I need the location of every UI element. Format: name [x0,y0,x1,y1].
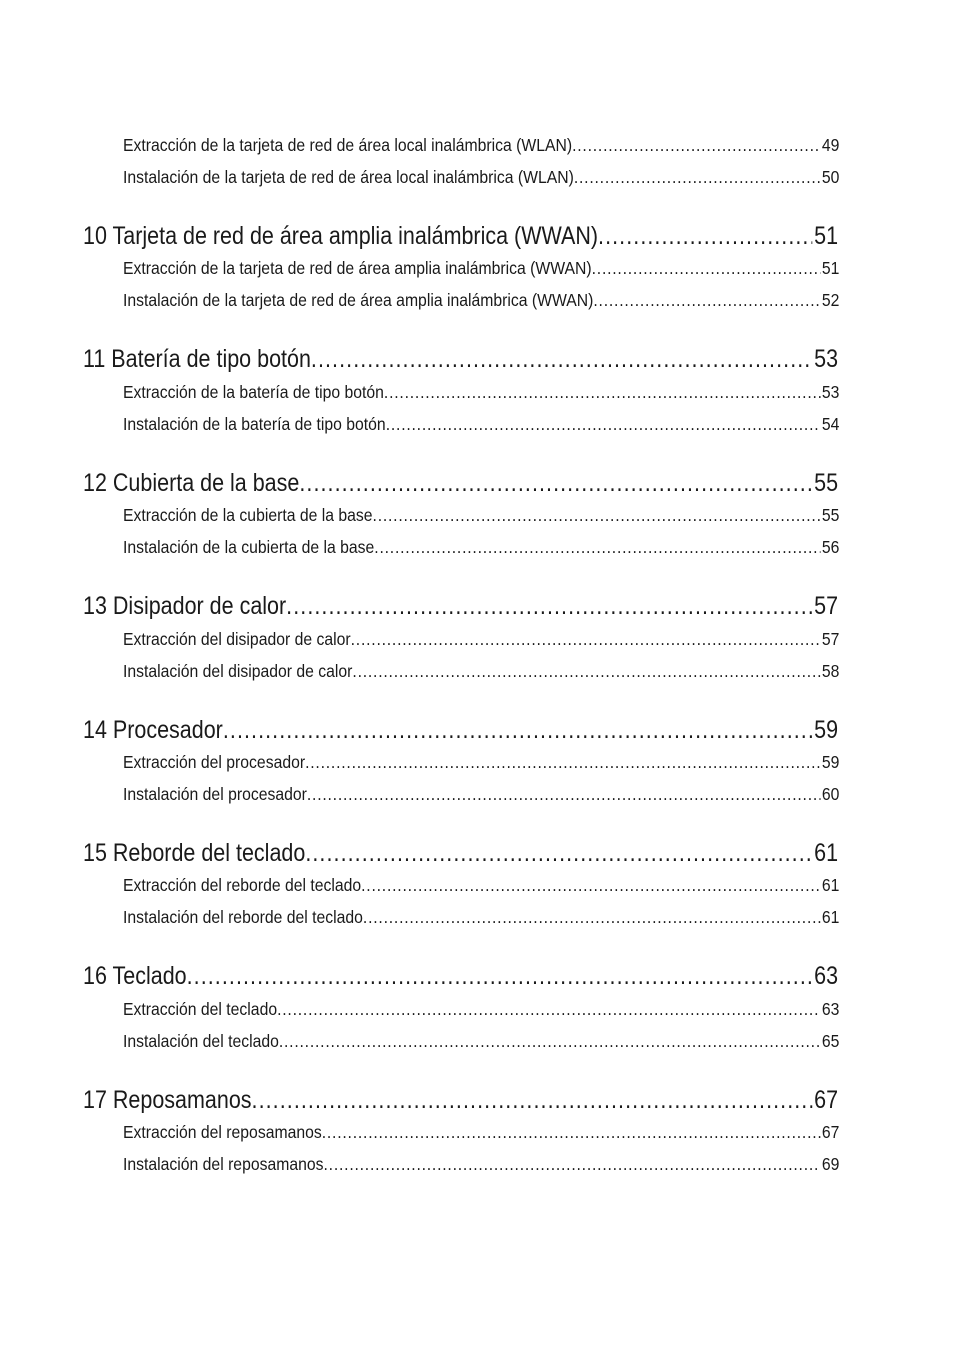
dot-leader [305,752,820,773]
toc-chapter[interactable] [83,222,838,256]
toc-entry[interactable] [123,258,839,282]
toc-chapter-title: 14 Procesador [83,716,223,744]
toc-entry[interactable] [123,505,839,529]
toc-entry-title: Instalación del procesador [123,784,307,804]
toc-entry-page: 59 [821,752,840,772]
toc-chapter-title: 11 Batería de tipo botón [83,345,311,373]
dot-leader [384,382,820,403]
toc-entry-page: 55 [821,505,840,525]
toc-entry-page: 50 [821,167,840,187]
toc-chapter-page: 67 [814,1086,839,1114]
dot-leader [324,1154,821,1175]
toc-chapter[interactable] [83,839,838,873]
toc-entry[interactable] [123,907,839,931]
toc-chapter-page: 61 [814,839,839,867]
toc-chapter[interactable] [83,716,838,750]
dot-leader [373,505,821,526]
dot-leader [363,907,820,928]
toc-entry-title: Instalación de la cubierta de la base [123,537,375,557]
dot-leader [307,784,820,805]
toc-chapter[interactable] [83,592,838,626]
dot-leader [374,537,820,558]
toc-entry-page: 60 [821,784,840,804]
toc-entry-page: 69 [821,1154,840,1174]
toc-entry-title: Extracción del disipador de calor [123,629,351,649]
dot-leader [361,875,820,896]
dot-leader [305,839,812,868]
dot-leader [187,962,813,991]
dot-leader [351,629,820,650]
toc-entry-title: Instalación del teclado [123,1031,279,1051]
toc-entry[interactable] [123,1122,839,1146]
toc-chapter-title: 13 Disipador de calor [83,592,287,620]
toc-entry-title: Instalación del disipador de calor [123,661,353,681]
dot-leader [592,258,820,279]
toc-chapter-page: 63 [814,962,839,990]
toc-entry[interactable] [123,414,839,438]
toc-entry-title: Instalación de la batería de tipo botón [123,414,386,434]
dot-leader [299,469,812,498]
toc-entry-title: Extracción del teclado [123,999,278,1019]
toc-entry-page: 67 [821,1122,840,1142]
dot-leader [598,222,812,251]
toc-entry-page: 49 [821,135,840,155]
dot-leader [352,661,820,682]
toc-entry[interactable] [123,661,839,685]
toc-chapter-page: 51 [814,222,839,250]
toc-entry[interactable] [123,135,839,159]
toc-entry-title: Extracción de la tarjeta de red de área local inalámbrica (WLAN) [123,135,573,155]
toc-entry[interactable] [123,875,839,899]
toc-chapter-page: 59 [814,716,839,744]
toc-entry-title: Instalación de la tarjeta de red de área local inalámbrica (WLAN) [123,167,574,187]
toc-chapter[interactable] [83,1086,838,1120]
toc-entry[interactable] [123,537,839,561]
dot-leader [279,1031,820,1052]
dot-leader [252,1086,813,1115]
toc-entry-page: 65 [821,1031,840,1051]
toc-chapter-page: 57 [814,592,839,620]
toc-chapter-title: 15 Reborde del teclado [83,839,306,867]
toc-entry-page: 52 [821,290,840,310]
toc-entry-title: Instalación del reposamanos [123,1154,324,1174]
toc-chapter-title: 17 Reposamanos [83,1086,252,1114]
toc-entry-page: 57 [821,629,840,649]
toc-chapter-page: 53 [814,345,839,373]
toc-chapter-title: 16 Teclado [83,962,187,990]
dot-leader [386,414,820,435]
toc-entry-title: Extracción del reborde del teclado [123,875,362,895]
toc-entry[interactable] [123,752,839,776]
toc-entry-page: 54 [821,414,840,434]
toc-entry[interactable] [123,1031,839,1055]
dot-leader [277,999,820,1020]
toc-entry-page: 61 [821,907,840,927]
toc-entry-page: 51 [821,258,840,278]
dot-leader [311,345,813,374]
toc-entry[interactable] [123,629,839,653]
toc-entry[interactable] [123,999,839,1023]
toc-entry-page: 61 [821,875,840,895]
toc-entry-page: 56 [821,537,840,557]
dot-leader [572,135,820,156]
toc-chapter[interactable] [83,469,838,503]
toc-entry[interactable] [123,167,839,191]
dot-leader [574,167,820,188]
toc-entry-title: Extracción de la batería de tipo botón [123,382,384,402]
toc-entry[interactable] [123,290,839,314]
dot-leader [593,290,820,311]
toc-entry-title: Extracción de la cubierta de la base [123,505,373,525]
toc-entry-title: Extracción de la tarjeta de red de área amplia inalámbrica (WWAN) [123,258,592,278]
toc-entry[interactable] [123,1154,839,1178]
toc-entry-page: 63 [821,999,840,1019]
toc-chapter-page: 55 [814,469,839,497]
toc-entry-title: Instalación de la tarjeta de red de área amplia inalámbrica (WWAN) [123,290,594,310]
toc-entry-page: 58 [821,661,840,681]
dot-leader [322,1122,820,1143]
dot-leader [286,592,812,621]
toc-chapter-title: 12 Cubierta de la base [83,469,300,497]
toc-chapter[interactable] [83,345,838,379]
dot-leader [223,716,813,745]
toc-entry-page: 53 [821,382,840,402]
toc-entry[interactable] [123,382,839,406]
toc-entry-title: Extracción del reposamanos [123,1122,322,1142]
toc-entry[interactable] [123,784,839,808]
toc-entry-title: Extracción del procesador [123,752,306,772]
toc-chapter-title: 10 Tarjeta de red de área amplia inalámbrica (WWAN) [83,222,599,250]
toc-entry-title: Instalación del reborde del teclado [123,907,363,927]
toc-chapter[interactable] [83,962,838,996]
